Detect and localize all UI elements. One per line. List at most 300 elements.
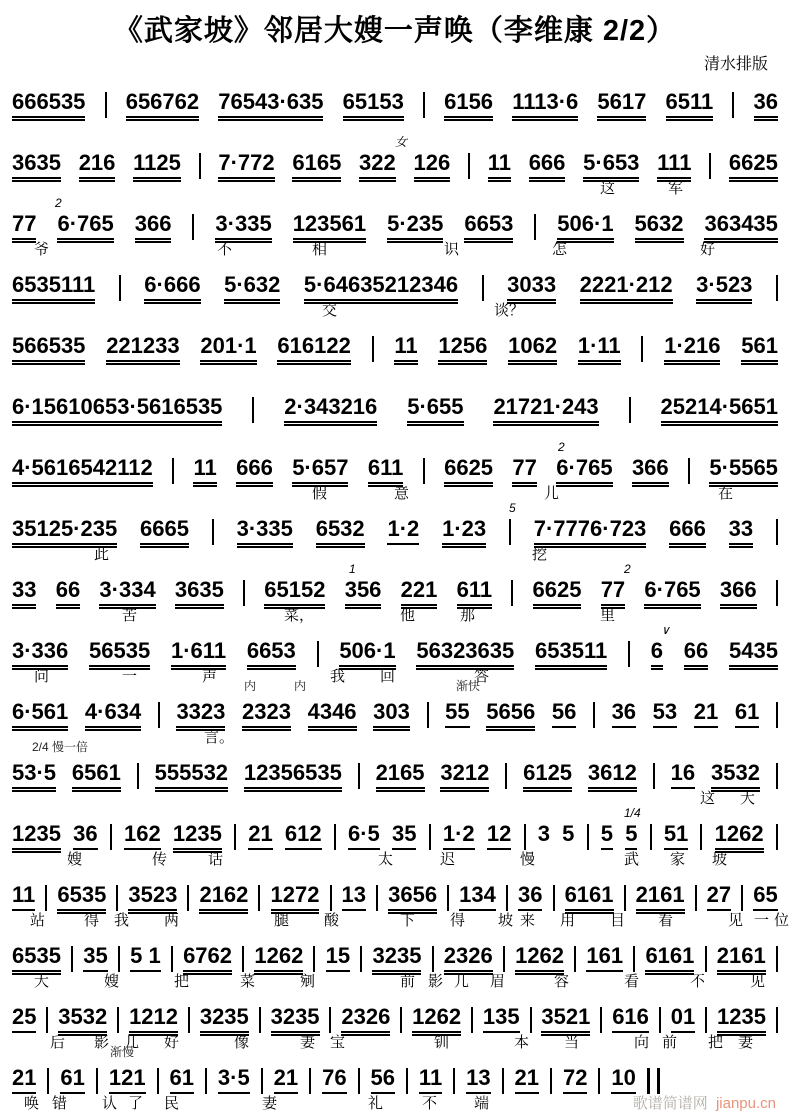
lyric: 目: [610, 912, 626, 929]
lyric: 不: [217, 241, 233, 258]
barline: [358, 1068, 360, 1094]
barline: [506, 885, 508, 911]
score-line: [12, 135, 778, 200]
ornament-mark: 女: [395, 135, 408, 149]
note-group: 1·2: [387, 518, 419, 545]
lyric: 他: [400, 607, 416, 624]
barline: [695, 885, 697, 911]
score-annotation: 内: [244, 679, 257, 693]
note-group: 1113·6: [512, 91, 578, 118]
lyric: 唤: [24, 1095, 40, 1112]
barline: [171, 946, 173, 972]
barline: [423, 458, 425, 484]
lyric: 声: [202, 668, 218, 685]
barline: [741, 885, 743, 911]
note-group: 2161: [717, 945, 766, 972]
note-group: 7·772: [218, 152, 274, 179]
barline: [317, 641, 319, 667]
note-group: 33: [729, 518, 753, 545]
lyric: 看: [658, 912, 674, 929]
score-line: [12, 501, 778, 566]
note-group: 561: [741, 335, 778, 362]
barline: [624, 885, 626, 911]
note-group: 55: [445, 701, 469, 728]
lyric: 苦: [122, 607, 138, 624]
note-group: 36: [754, 91, 778, 118]
barline: [423, 92, 425, 118]
note-group: 2326: [444, 945, 493, 972]
lyric: 把: [708, 1034, 724, 1051]
note-group: 3033: [507, 274, 556, 301]
barline: [199, 153, 201, 179]
barline: [776, 763, 778, 789]
lyric: 好: [700, 241, 716, 258]
note-group: 666535: [12, 91, 85, 118]
note-group: 2161: [636, 884, 685, 911]
note-group: 13: [466, 1067, 490, 1094]
note-group: 56: [371, 1067, 395, 1094]
note-group: 2323: [242, 701, 291, 728]
watermark-site-name: 歌谱简谱网: [632, 1095, 708, 1112]
barline: [503, 946, 505, 972]
score-annotation: 2/4 慢一倍: [32, 740, 89, 754]
note-group: 56: [552, 701, 576, 728]
ornament-mark: 1/4: [624, 806, 641, 820]
note-group: 72: [563, 1067, 587, 1094]
score-line: [12, 383, 778, 444]
note-group: 21: [515, 1067, 539, 1094]
barline: [330, 885, 332, 911]
note-group: 3235: [372, 945, 421, 972]
note-group: 201·1: [200, 335, 256, 362]
note-group: 6·15610653·5616535: [12, 396, 222, 423]
lyric: 认: [102, 1095, 118, 1112]
lyric: 我: [114, 912, 130, 929]
note-group: 666: [669, 518, 706, 545]
note-group: 6535: [12, 945, 61, 972]
note-group: 366: [135, 213, 172, 240]
lyric: 前: [662, 1034, 678, 1051]
note-group: 162: [124, 823, 161, 850]
barline: [187, 885, 189, 911]
note-group: 566535: [12, 335, 85, 362]
note-group: 3·334: [99, 579, 155, 606]
note-group: 1212: [129, 1006, 178, 1033]
note-group: 135: [483, 1006, 520, 1033]
final-barline: [647, 1068, 660, 1094]
note-group: 121: [109, 1067, 146, 1094]
note-group: 506·1: [557, 213, 613, 240]
lyric: 下: [400, 912, 416, 929]
note-group: 5632: [635, 213, 684, 240]
lyric: 见: [728, 912, 744, 929]
lyric: 军: [668, 180, 684, 197]
note-group: 3·336: [12, 640, 68, 667]
lyric: 家: [670, 851, 686, 868]
note-group: 35: [83, 945, 107, 972]
note-group: 53·5: [12, 762, 56, 789]
note-group: 363435: [704, 213, 777, 240]
note-group: 65: [753, 884, 777, 911]
note-group: 3212: [440, 762, 489, 789]
barline: [429, 824, 431, 850]
barline: [471, 1007, 473, 1033]
note-group: 6653: [247, 640, 296, 667]
lyric: 影: [94, 1034, 110, 1051]
note-group: 6·5: [348, 823, 380, 850]
note-group: 616122: [277, 335, 350, 362]
lyric: 用: [560, 912, 576, 929]
note-group: 6561: [72, 762, 121, 789]
barline: [593, 702, 595, 728]
lyric: 不: [690, 973, 706, 990]
note-group: 3323: [176, 701, 225, 728]
note-group: 4·634: [85, 701, 141, 728]
barline: [243, 580, 245, 606]
note-group: 611: [457, 579, 493, 606]
note-group: 56323635: [416, 640, 514, 667]
note-group: 33: [12, 579, 36, 606]
lyric: 武: [624, 851, 640, 868]
barline: [205, 1068, 207, 1094]
barline: [653, 763, 655, 789]
note-group: 616: [612, 1006, 649, 1033]
lyric: 嫂: [67, 851, 83, 868]
barline: [259, 1007, 261, 1033]
barline: [502, 1068, 504, 1094]
note-group: 3656: [388, 884, 437, 911]
barline: [776, 702, 778, 728]
note-group: 6762: [183, 945, 232, 972]
barline: [776, 946, 778, 972]
note-group: 3532: [711, 762, 760, 789]
lyric: 剜: [300, 973, 316, 990]
note-group: 2·343216: [284, 396, 377, 423]
note-group: 6625: [533, 579, 582, 606]
barline: [334, 824, 336, 850]
note-group: 506·1: [339, 640, 395, 667]
barline: [110, 824, 112, 850]
lyric: 妻: [262, 1095, 278, 1112]
note-group: 356: [345, 579, 382, 606]
lyric: 慢: [520, 851, 536, 868]
note-group: 11: [419, 1067, 442, 1094]
lyric: 见: [750, 973, 766, 990]
lyric: 嫂: [104, 973, 120, 990]
note-group: 303: [373, 701, 410, 728]
lyric: 来: [520, 912, 536, 929]
note-group: 161: [586, 945, 623, 972]
note-group: 11: [193, 457, 216, 484]
note-group: 1262: [412, 1006, 461, 1033]
note-group: 3·5: [218, 1067, 250, 1094]
score-line: [12, 806, 778, 871]
note-group: 11: [394, 335, 417, 362]
note-group: 653511: [535, 640, 607, 667]
note-group: 65152: [264, 579, 325, 606]
note-group: 21721·243: [493, 396, 598, 423]
barline: [705, 1007, 707, 1033]
lyric: 交: [322, 302, 338, 319]
note-group: 6511: [666, 91, 714, 118]
barline: [432, 946, 434, 972]
lyric: 影: [428, 973, 444, 990]
note-group: 322: [359, 152, 396, 179]
lyric: 回: [380, 668, 396, 685]
lyric: 位: [774, 912, 790, 929]
lyric: 向: [634, 1034, 650, 1051]
note-group: 76: [322, 1067, 346, 1094]
note-group: 25: [12, 1006, 36, 1033]
lyric: 坡: [712, 851, 728, 868]
score-line: [12, 440, 778, 505]
barline: [641, 336, 643, 362]
note-group: 16: [671, 762, 695, 789]
lyric: 话: [208, 851, 224, 868]
note-group: 6125: [523, 762, 572, 789]
barline: [453, 1068, 455, 1094]
barline: [598, 1068, 600, 1094]
lyric: 这: [700, 790, 716, 807]
lyric: 菜，: [284, 607, 315, 624]
lyric: 礼: [368, 1095, 384, 1112]
lyric: 酸: [324, 912, 340, 929]
note-group: 123561: [293, 213, 366, 240]
note-group: 36: [518, 884, 542, 911]
lyric: 问: [34, 668, 50, 685]
note-group: 6665: [140, 518, 189, 545]
barline: [118, 946, 120, 972]
note-group: 1·2: [443, 823, 475, 850]
note-group: 1262: [254, 945, 303, 972]
note-group: 3612: [588, 762, 637, 789]
lyric: 那: [460, 607, 476, 624]
note-group: 5·653: [583, 152, 639, 179]
score-line: [12, 688, 778, 754]
note-group: 1·216: [664, 335, 720, 362]
barline: [46, 1007, 48, 1033]
barline: [117, 1007, 119, 1033]
barline: [47, 1068, 49, 1094]
note-group: 01: [671, 1006, 695, 1033]
score-line: [12, 993, 778, 1059]
lyric: 看: [624, 973, 640, 990]
note-group: 66: [56, 579, 80, 606]
lyric: 不: [422, 1095, 438, 1112]
note-group: 1·611: [171, 640, 226, 667]
barline: [482, 275, 484, 301]
lyric: 把: [174, 973, 190, 990]
lyric: 妻: [300, 1034, 316, 1051]
lyric: 大: [740, 790, 756, 807]
note-group: 3521: [541, 1006, 590, 1033]
lyric: 怎: [552, 241, 568, 258]
barline: [534, 214, 536, 240]
note-group: 5·655: [407, 396, 463, 423]
barline: [172, 458, 174, 484]
barline: [600, 1007, 602, 1033]
note-group: 6625: [729, 152, 778, 179]
note-group: 11: [12, 884, 35, 911]
note-group: 3532: [58, 1006, 107, 1033]
lyric: 坡: [498, 912, 514, 929]
lyric: 儿: [544, 485, 560, 502]
lyric: 在: [718, 485, 734, 502]
note-group: 1·11: [578, 335, 621, 362]
barline: [530, 1007, 532, 1033]
lyric: 谈？: [494, 302, 525, 319]
barline: [776, 519, 778, 545]
score-line: [12, 562, 778, 627]
lyric: 假: [312, 485, 328, 502]
note-group: 3523: [128, 884, 177, 911]
note-group: 5 1: [130, 945, 161, 972]
lyric: 识: [444, 241, 460, 258]
score-annotation: 渐慢: [110, 1045, 135, 1059]
lyric: 好: [164, 1034, 180, 1051]
note-group: 3635: [175, 579, 224, 606]
lyric: 儿: [124, 1034, 140, 1051]
barline: [212, 519, 214, 545]
note-group: 5·657: [292, 457, 348, 484]
barline: [313, 946, 315, 972]
note-group: 4346: [308, 701, 357, 728]
note-group: 3·523: [696, 274, 752, 301]
note-group: 2165: [376, 762, 425, 789]
note-group: 51: [664, 823, 688, 850]
note-group: 27: [707, 884, 731, 911]
barline: [633, 946, 635, 972]
barline: [252, 397, 254, 423]
score-line: [12, 749, 778, 810]
barline: [158, 702, 160, 728]
note-group: 1262: [715, 823, 764, 850]
barline: [629, 397, 631, 423]
barline: [688, 458, 690, 484]
barline: [116, 885, 118, 911]
lyric: 里: [600, 607, 616, 624]
ornament-mark: 2: [558, 440, 565, 454]
lyric: 民: [164, 1095, 180, 1112]
note-group: 366: [632, 457, 669, 484]
lyric: 错: [52, 1095, 68, 1112]
note-group: 555532: [155, 762, 228, 789]
page-title: 《武家坡》邻居大嫂一声唤（李维康 2/2）: [113, 15, 677, 47]
note-group: 6653: [464, 213, 513, 240]
barline: [360, 946, 362, 972]
lyric: 此: [94, 546, 110, 563]
note-group: 1235: [12, 823, 61, 850]
lyric: 一: [754, 912, 770, 929]
note-group: 5: [625, 823, 637, 850]
barline: [137, 763, 139, 789]
barline: [400, 1007, 402, 1033]
note-group: 56535: [89, 640, 150, 667]
note-group: 21: [694, 701, 718, 728]
header: [0, 0, 790, 74]
note-group: 21: [248, 823, 272, 850]
lyric: 爷: [34, 241, 50, 258]
ornament-mark: ∨: [661, 623, 670, 637]
note-group: 111: [657, 152, 691, 179]
barline: [329, 1007, 331, 1033]
lyric: 挖: [532, 546, 548, 563]
note-group: 6161: [565, 884, 614, 911]
ornament-mark: 2: [624, 562, 631, 576]
note-group: 126: [414, 152, 451, 179]
note-group: 6·765: [556, 457, 612, 484]
barline: [468, 153, 470, 179]
note-group: 6156: [444, 91, 493, 118]
score-line: [12, 78, 778, 139]
lyric: 太: [378, 851, 394, 868]
note-group: 36: [73, 823, 97, 850]
barline: [628, 641, 630, 667]
score-line: [12, 261, 778, 322]
lyric: 相: [312, 241, 328, 258]
lyric: 得: [84, 912, 100, 929]
note-group: 1·23: [442, 518, 486, 545]
barline: [511, 580, 513, 606]
lyric: 端: [474, 1095, 490, 1112]
lyric: 迟: [440, 851, 456, 868]
barline: [406, 1068, 408, 1094]
ornament-mark: 1: [349, 562, 356, 576]
lyric: 两: [164, 912, 180, 929]
note-group: 36: [612, 701, 636, 728]
note-group: 6·765: [57, 213, 113, 240]
lyric: 宝: [330, 1034, 346, 1051]
note-group: 5617: [597, 91, 646, 118]
note-group: 61: [735, 701, 759, 728]
lyric: 言。: [204, 729, 235, 746]
lyric: 菜: [240, 973, 256, 990]
note-group: 10: [611, 1067, 635, 1094]
note-group: 6532: [316, 518, 365, 545]
watermark: [633, 1092, 776, 1113]
score-line: [12, 871, 790, 932]
barline: [372, 336, 374, 362]
lyric: 后: [50, 1034, 66, 1051]
lyric: 了: [128, 1095, 144, 1112]
barline: [776, 824, 778, 850]
note-group: 1062: [508, 335, 557, 362]
note-group: 2326: [341, 1006, 390, 1033]
lyric: 妻: [738, 1034, 754, 1051]
lyric: 前: [400, 973, 416, 990]
note-group: 6535111: [12, 274, 95, 301]
barline: [188, 1007, 190, 1033]
note-group: 12356535: [244, 762, 342, 789]
barline: [376, 885, 378, 911]
barline: [776, 1007, 778, 1033]
watermark-site-link[interactable]: jianpu.cn: [715, 1095, 776, 1112]
barline: [776, 580, 778, 606]
score-line: [12, 932, 778, 993]
note-group: 1235: [717, 1006, 766, 1033]
note-group: 65153: [343, 91, 404, 118]
note-group: 77: [12, 213, 36, 240]
note-group: 5435: [729, 640, 778, 667]
barline: [524, 824, 526, 850]
note-group: 6: [651, 640, 663, 667]
note-group: 6·765: [644, 579, 700, 606]
barline: [550, 1068, 552, 1094]
score-annotation: 渐快: [456, 679, 481, 693]
note-group: 221233: [106, 335, 179, 362]
note-group: 5·632: [224, 274, 280, 301]
note-group: 611: [368, 457, 404, 484]
